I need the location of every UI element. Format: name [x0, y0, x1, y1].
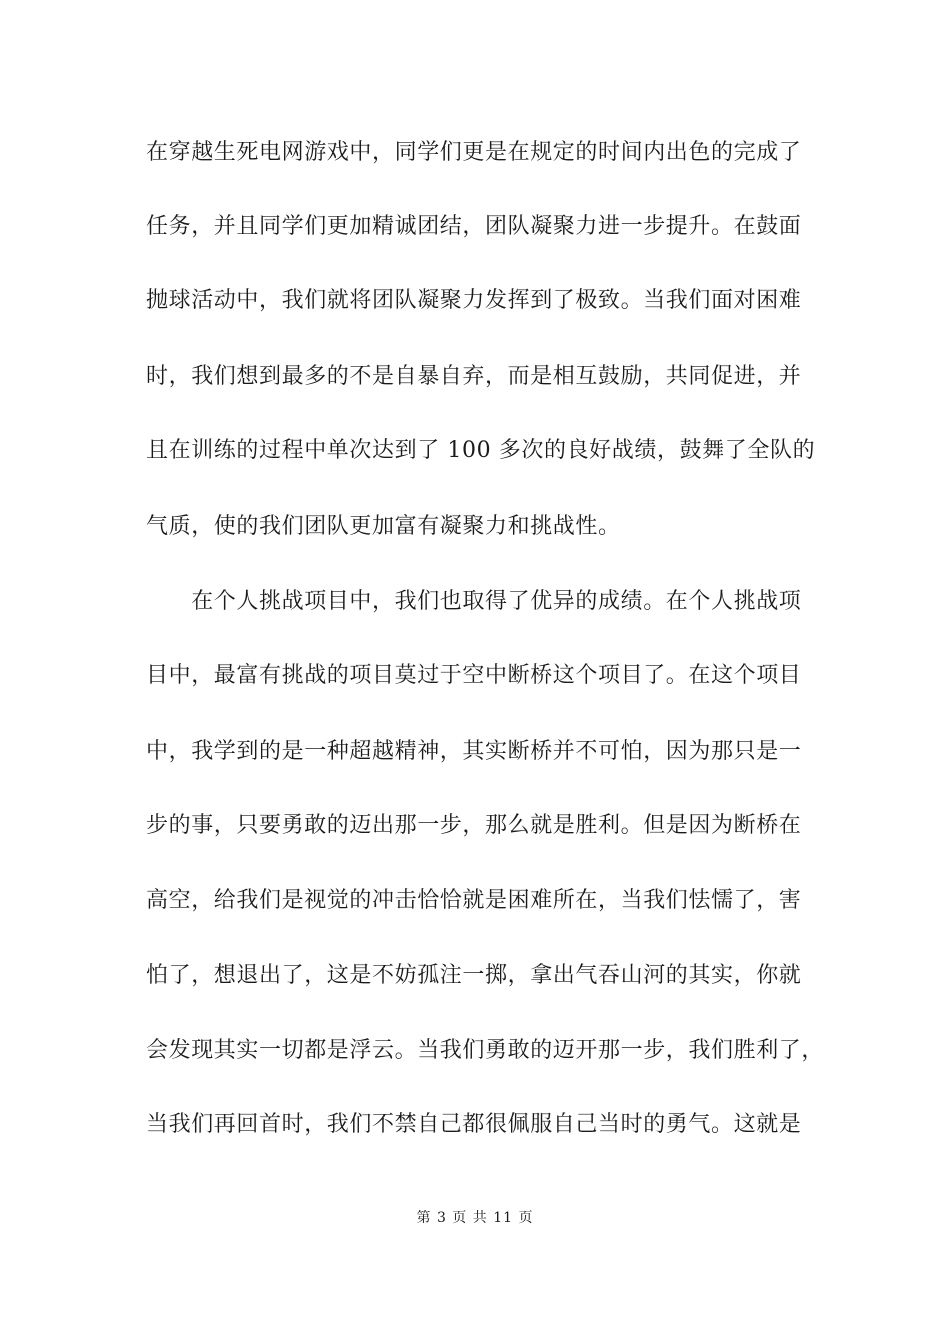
text-line: 且在训练的过程中单次达到了 100 多次的良好战绩，鼓舞了全队的 — [146, 438, 816, 463]
page-number-footer: 第 3 页 共 11 页 — [416, 1210, 534, 1226]
text-line: 目中，最富有挑战的项目莫过于空中断桥这个项目了。在这个项目 — [146, 663, 802, 688]
text-line: 怕了，想退出了，这是不妨孤注一掷，拿出气吞山河的其实，你就 — [146, 963, 802, 988]
text-line: 时，我们想到最多的不是自暴自弃，而是相互鼓励，共同促进，并 — [146, 364, 802, 389]
text-line: 在个人挑战项目中，我们也取得了优异的成绩。在个人挑战项 — [146, 589, 802, 614]
text-line: 在穿越生死电网游戏中，同学们更是在规定的时间内出色的完成了 — [146, 140, 802, 165]
text-line: 气质，使的我们团队更加富有凝聚力和挑战性。 — [146, 514, 621, 539]
text-line: 任务，并且同学们更加精诚团结，团队凝聚力进一步提升。在鼓面 — [146, 214, 802, 239]
text-line: 会发现其实一切都是浮云。当我们勇敢的迈开那一步，我们胜利了， — [146, 1038, 825, 1063]
text-line: 抛球活动中，我们就将团队凝聚力发挥到了极致。当我们面对困难 — [146, 288, 802, 313]
text-line: 中，我学到的是一种超越精神，其实断桥并不可怕，因为那只是一 — [146, 739, 802, 764]
text-line: 高空，给我们是视觉的冲击恰恰就是困难所在，当我们怯懦了，害 — [146, 888, 802, 913]
text-line: 当我们再回首时，我们不禁自己都很佩服自己当时的勇气。这就是 — [146, 1112, 802, 1137]
text-line: 步的事，只要勇敢的迈出那一步，那么就是胜利。但是因为断桥在 — [146, 813, 802, 838]
